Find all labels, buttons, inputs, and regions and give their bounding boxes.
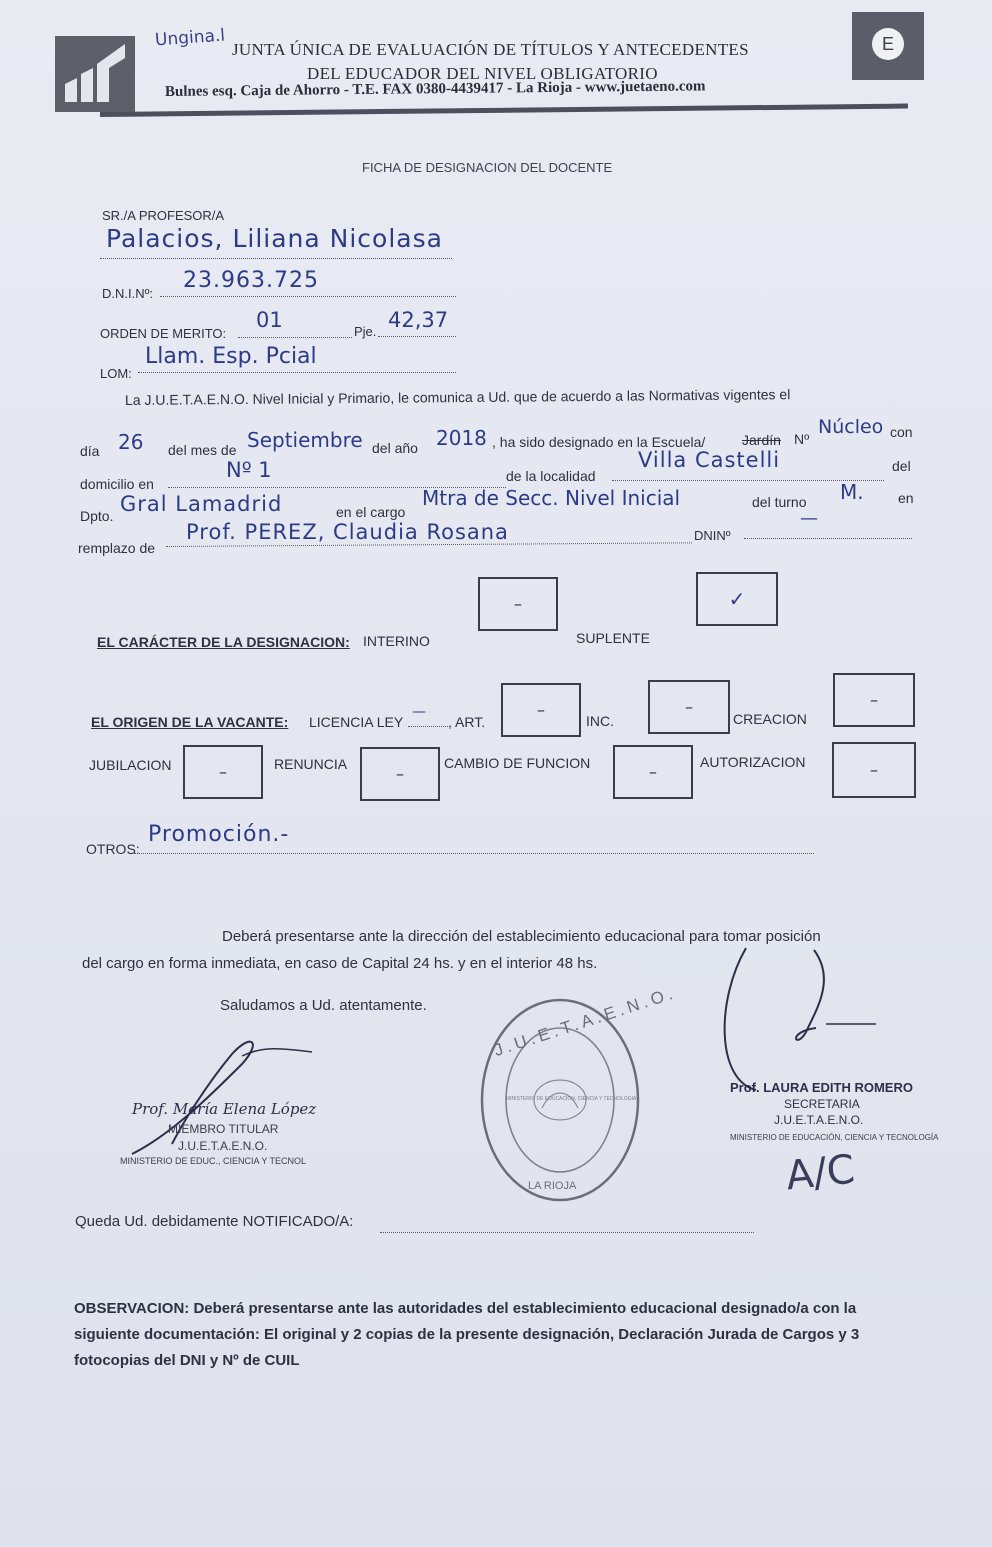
dni-value[interactable]: 23.963.725 — [183, 268, 319, 293]
right-signer-name: Prof. LAURA EDITH ROMERO — [730, 1080, 913, 1095]
anio-value[interactable]: 2018 — [436, 426, 487, 450]
pje-label: Pje. — [354, 324, 377, 339]
autorizacion-mark: – — [870, 760, 878, 780]
right-signer-role: SECRETARIA — [784, 1097, 860, 1111]
suplente-checkbox[interactable] — [696, 572, 778, 626]
suplente-label: SUPLENTE — [576, 630, 650, 646]
suplente-mark: ✓ — [728, 587, 746, 611]
merit-label: ORDEN DE MERITO: — [100, 326, 227, 341]
interino-mark: – — [514, 594, 522, 614]
lom-line — [138, 372, 456, 373]
localidad-label: de la localidad — [506, 468, 596, 484]
del-text: del — [892, 458, 911, 474]
header-rule — [100, 104, 908, 117]
licencia-value[interactable]: — — [412, 704, 426, 720]
inc-box[interactable] — [648, 680, 730, 734]
renuncia-mark: – — [396, 764, 404, 784]
instructions-line2: del cargo en forma inmediata, en caso de Capital 24 hs. y en el interior 48 hs. — [82, 955, 598, 972]
domicilio-label: domicilio en — [80, 476, 154, 492]
en-text: en — [898, 490, 914, 506]
seal-top-text: J.U.E.T.A.E.N.O. — [491, 983, 679, 1061]
turno-value[interactable]: M. — [840, 480, 864, 504]
intro-text: La J.U.E.T.A.E.N.O. Nivel Inicial y Primario, le comunica a Ud. que de acuerdo a las Normativas vigentes el — [124, 386, 791, 408]
teacher-label: SR./A PROFESOR/A — [102, 208, 225, 223]
inc-mark: – — [685, 697, 693, 717]
cambio-label: CAMBIO DE FUNCION — [444, 755, 591, 771]
greeting: Saludamos a Ud. atentamente. — [220, 997, 427, 1014]
otros-label: OTROS: — [86, 841, 140, 857]
ac-annotation: A/C — [783, 1146, 857, 1200]
left-signer-org: J.U.E.T.A.E.N.O. — [178, 1139, 268, 1153]
reemplazo-label: remplazo de — [78, 540, 156, 556]
dnin-label: DNINº — [694, 528, 731, 543]
num-label: Nº — [794, 431, 810, 447]
licencia-line — [408, 726, 448, 727]
header-title-line2: DEL EDUCADOR DEL NIVEL OBLIGATORIO — [307, 64, 658, 83]
creacion-label: CREACION — [733, 711, 807, 727]
lom-value[interactable]: Llam. Esp. Pcial — [145, 344, 317, 369]
notificado-line — [380, 1232, 754, 1233]
merit-value[interactable]: 01 — [256, 308, 283, 332]
dpto-label: Dpto. — [80, 508, 114, 524]
designado-text: , ha sido designado en la Escuela/ — [492, 434, 706, 450]
juetaeno-logo — [55, 36, 135, 112]
dnin-line — [744, 538, 912, 539]
turno-label: del turno — [752, 494, 807, 510]
domicilio-value[interactable]: Nº 1 — [226, 458, 272, 482]
lom-label: LOM: — [100, 366, 132, 381]
header-note: Ungina.l — [154, 25, 226, 51]
inc-label: INC. — [586, 713, 614, 729]
left-signer-role: MIEMBRO TITULAR — [168, 1122, 279, 1136]
art-box[interactable] — [501, 683, 581, 737]
renuncia-box[interactable] — [360, 747, 440, 801]
licencia-label: LICENCIA LEY — [309, 714, 404, 730]
header-title-line1: JUNTA ÚNICA DE EVALUACIÓN DE TÍTULOS Y ANTECEDENTES — [232, 40, 749, 59]
right-signature — [716, 940, 886, 1100]
left-signer-ministry: MINISTERIO DE EDUC., CIENCIA Y TECNOL — [120, 1156, 307, 1166]
renuncia-label: RENUNCIA — [274, 756, 348, 772]
localidad-value[interactable]: Villa Castelli — [638, 448, 781, 472]
origen-label: EL ORIGEN DE LA VACANTE: — [91, 714, 289, 730]
cambio-mark: – — [649, 762, 657, 782]
jubilacion-label: JUBILACION — [89, 757, 172, 773]
autorizacion-label: AUTORIZACION — [700, 754, 806, 770]
interino-checkbox[interactable] — [478, 577, 558, 631]
pje-line — [378, 336, 456, 337]
creacion-mark: – — [870, 690, 878, 710]
interino-label: INTERINO — [363, 633, 430, 649]
merit-line — [238, 337, 352, 338]
dia-label: día — [80, 443, 100, 459]
header-address: Bulnes esq. Caja de Ahorro - T.E. FAX 0380-4439417 - La Rioja - www.juetaeno.com — [164, 78, 706, 100]
form-title: FICHA DE DESIGNACION DEL DOCENTE — [362, 160, 613, 175]
pje-value[interactable]: 42,37 — [388, 308, 449, 332]
badge-e — [852, 12, 924, 80]
dpto-value[interactable]: Gral Lamadrid — [120, 492, 283, 516]
left-signer-name: Prof. María Elena López — [132, 1100, 317, 1118]
notificado-label: Queda Ud. debidamente NOTIFICADO/A: — [75, 1213, 354, 1230]
caracter-label: EL CARÁCTER DE LA DESIGNACION: — [97, 634, 350, 650]
jubilacion-box[interactable] — [183, 745, 263, 799]
cambio-box[interactable] — [613, 745, 693, 799]
observacion-line2: siguiente documentación: El original y 2 copias de la presente designación, Declaración Jurada de Cargos y 3 — [74, 1326, 860, 1343]
instructions-line1: Deberá presentarse ante la dirección del establecimiento educacional para tomar posición — [222, 928, 821, 945]
anio-label: del año — [372, 440, 418, 456]
autorizacion-box[interactable] — [832, 742, 916, 798]
dni-line — [160, 296, 456, 297]
mes-value[interactable]: Septiembre — [247, 428, 363, 452]
art-mark: – — [537, 700, 545, 720]
creacion-box[interactable] — [833, 673, 915, 727]
right-signer-org: J.U.E.T.A.E.N.O. — [774, 1113, 864, 1127]
art-label: , ART. — [448, 714, 486, 730]
jubilacion-mark: – — [219, 762, 227, 782]
dia-value[interactable]: 26 — [118, 430, 144, 454]
observacion-line3: fotocopias del DNI y Nº de CUIL — [74, 1352, 300, 1369]
cargo-label: en el cargo — [336, 504, 406, 520]
dni-label: D.N.I.Nº: — [102, 286, 153, 301]
mes-label: del mes de — [168, 442, 237, 458]
con-text: con — [890, 424, 913, 440]
right-signer-ministry: MINISTERIO DE EDUCACIÓN, CIENCIA Y TECNOLOGÍA — [730, 1133, 939, 1142]
reemplazo-value[interactable]: Prof. PEREZ, Claudia Rosana — [186, 520, 509, 544]
escuela-value[interactable]: Núcleo — [818, 416, 884, 438]
otros-line — [134, 853, 814, 854]
seal-bottom-text: LA RIOJA — [528, 1180, 577, 1192]
dnin-value[interactable]: — — [800, 508, 818, 529]
otros-value[interactable]: Promoción.- — [148, 822, 290, 847]
jardin-text: Jardín — [742, 432, 781, 448]
teacher-name[interactable]: Palacios, Liliana Nicolasa — [106, 224, 443, 253]
teacher-name-line — [100, 258, 452, 259]
cargo-value[interactable]: Mtra de Secc. Nivel Inicial — [422, 486, 681, 510]
observacion-line1: OBSERVACION: Deberá presentarse ante las autoridades del establecimiento educacional designado/a con la — [74, 1300, 857, 1317]
seal-inner-text: MINISTERIO DE EDUCACION, CIENCIA Y TECNOLOGIA — [506, 1096, 637, 1102]
badge-letter: E — [872, 28, 904, 60]
